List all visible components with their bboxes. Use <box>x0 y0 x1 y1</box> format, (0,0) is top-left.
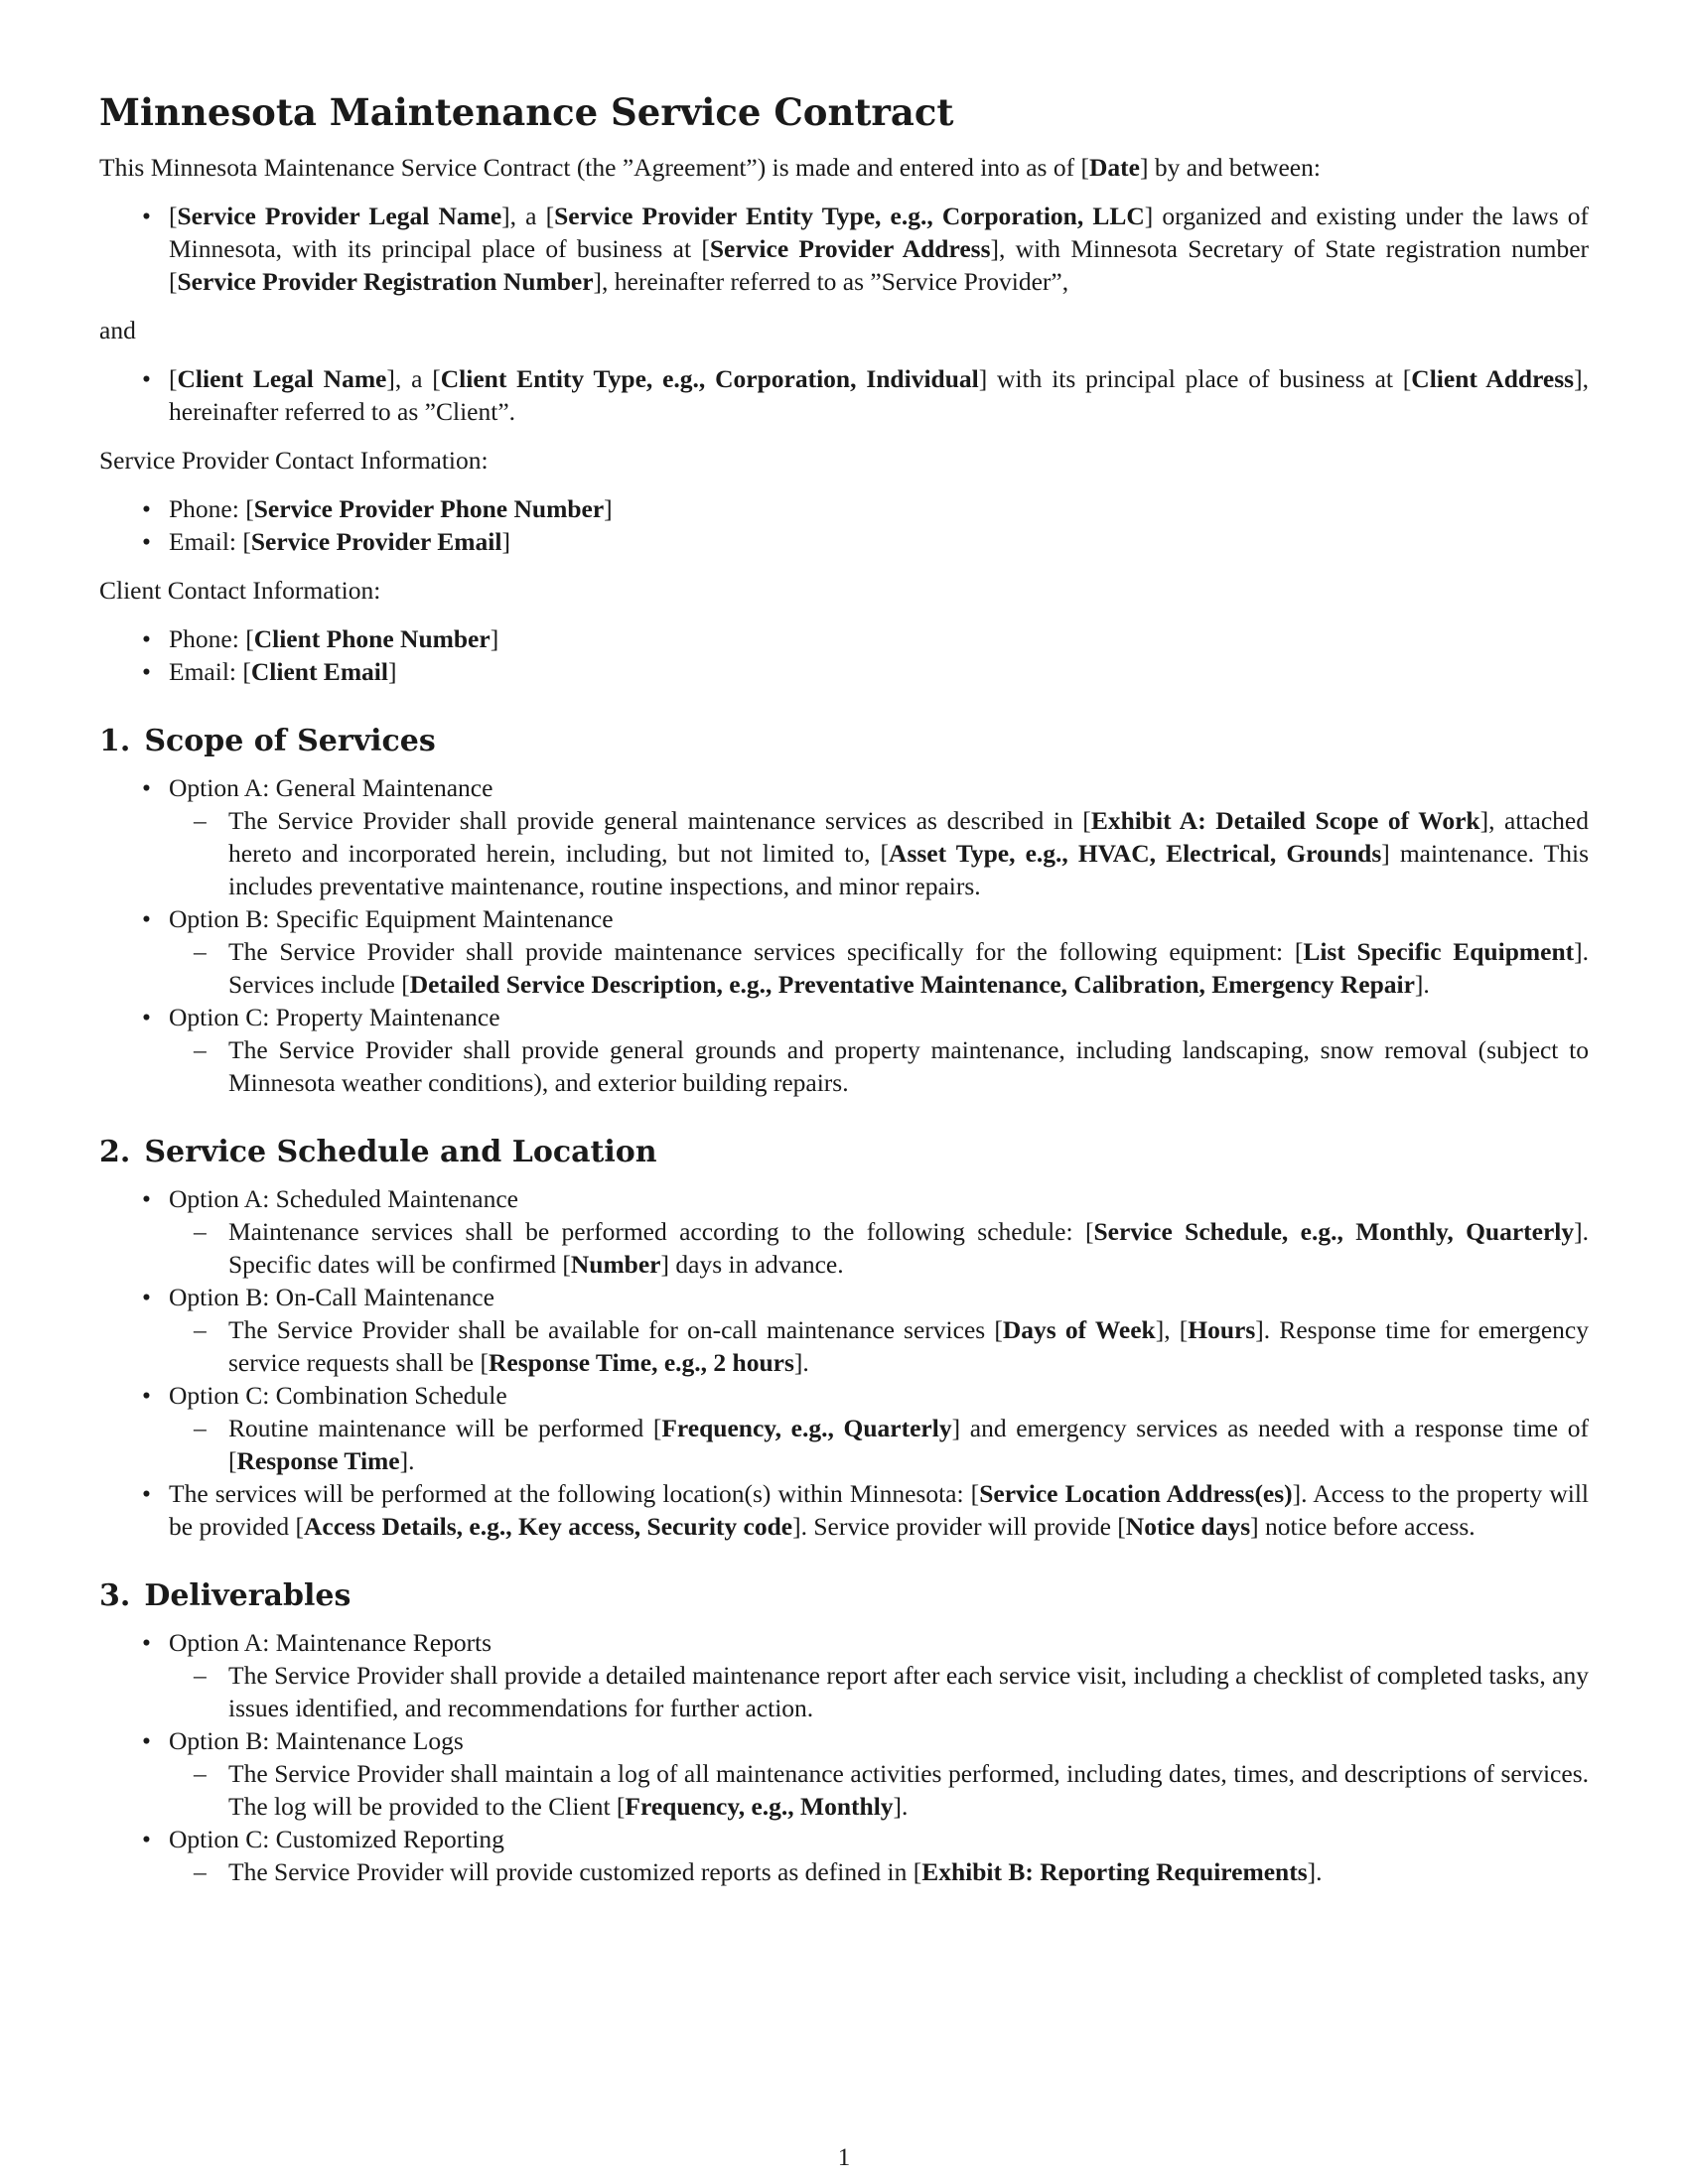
document-body <box>99 87 1589 1904</box>
option-item <box>169 1281 1589 1379</box>
and-text: and <box>99 316 136 344</box>
option-item <box>169 1182 1589 1281</box>
provider-contact-list <box>99 492 1589 558</box>
placeholder-hours: Hours <box>1188 1315 1256 1344</box>
placeholder-exhibit-a: Exhibit A: Detailed Scope of Work <box>1090 806 1480 835</box>
option-details <box>169 1855 1589 1888</box>
placeholder-provider-registration: Service Provider Registration Number <box>177 267 594 296</box>
provider-contact-heading: Service Provider Contact Information: <box>99 446 489 475</box>
option-item <box>169 1823 1589 1888</box>
section-2-options <box>99 1182 1589 1543</box>
option-details <box>169 1659 1589 1724</box>
option-item <box>169 1626 1589 1724</box>
option-detail-item: – Routine maintenance will be performed [Frequency, e.g., Quarterly] and emergency services as needed with a response time of [Response Time]. <box>228 1412 1589 1477</box>
placeholder-client-entity-type: Client Entity Type, e.g., Corporation, Individual <box>440 364 979 393</box>
placeholder-number: Number <box>570 1250 661 1279</box>
option-label: Option C: Customized Reporting <box>169 1825 504 1853</box>
placeholder-provider-phone: Service Provider Phone Number <box>253 494 605 523</box>
client-phone-item: • Phone: [Client Phone Number] <box>169 622 1589 655</box>
placeholder-frequency: Frequency, e.g., Quarterly <box>661 1414 952 1442</box>
option-item <box>169 1724 1589 1823</box>
placeholder-provider-entity-type: Service Provider Entity Type, e.g., Corporation, LLC <box>554 202 1145 230</box>
placeholder-client-phone: Client Phone Number <box>253 624 491 653</box>
client-contact-heading: Client Contact Information: <box>99 576 381 605</box>
provider-party-item: • [Service Provider Legal Name], a [Service Provider Entity Type, e.g., Corporation, LLC] organized and existing under the laws of Minnesota, with its principal place of business at [Service Provider Address], with Minnesota Secretary of State registration number [Service Provider Registration Number], hereinafter referred to as ”Service Provider”, <box>169 200 1589 298</box>
option-item <box>169 1001 1589 1099</box>
placeholder-response-time: Response Time, e.g., 2 hours <box>489 1348 794 1377</box>
placeholder-notice-days: Notice days <box>1125 1512 1251 1541</box>
placeholder-date: Date <box>1088 153 1140 182</box>
section-title: Service Schedule and Location <box>144 1135 657 1169</box>
client-party-item: • [Client Legal Name], a [Client Entity Type, e.g., Corporation, Individual] with its principal place of business at [Client Address], hereinafter referred to as ”Client”. <box>169 362 1589 428</box>
option-details <box>169 1215 1589 1281</box>
option-detail-item: – The Service Provider shall provide general maintenance services as described in [Exhibit A: Detailed Scope of Work], attached hereto and incorporated herein, including, but not limited to, [Asset Type, e.g., HVAC, Electrical, Grounds] maintenance. This includes preventative maintenance, routine inspections, and minor repairs. <box>228 804 1589 902</box>
placeholder-provider-name: Service Provider Legal Name <box>177 202 502 230</box>
section-number: 3. <box>99 1578 131 1613</box>
placeholder-days-of-week: Days of Week <box>1002 1315 1156 1344</box>
option-details <box>169 1033 1589 1099</box>
intro-paragraph: This Minnesota Maintenance Service Contract (the ”Agreement”) is made and entered into as of [Date] by and between: <box>99 153 1321 182</box>
placeholder-provider-address: Service Provider Address <box>709 234 991 263</box>
option-detail-item: – The Service Provider shall provide a detailed maintenance report after each service visit, including a checklist of completed tasks, any issues identified, and recommendations for further action. <box>228 1659 1589 1724</box>
provider-email-item: • Email: [Service Provider Email] <box>169 525 1589 558</box>
option-label: Option A: General Maintenance <box>169 773 493 802</box>
option-item <box>169 902 1589 1001</box>
option-label: Option C: Combination Schedule <box>169 1381 507 1410</box>
option-item <box>169 771 1589 902</box>
option-detail-item: – The Service Provider shall be available for on-call maintenance services [Days of Week], [Hours]. Response time for emergency service requests shall be [Response Time, e.g., 2 hours]. <box>228 1313 1589 1379</box>
option-detail-item: – The Service Provider shall provide general grounds and property maintenance, including landscaping, snow removal (subject to Minnesota weather conditions), and exterior building repairs. <box>228 1033 1589 1099</box>
option-label: Option B: On-Call Maintenance <box>169 1283 494 1311</box>
placeholder-provider-email: Service Provider Email <box>250 527 502 556</box>
client-party-list <box>99 362 1589 428</box>
placeholder-equipment: List Specific Equipment <box>1303 937 1575 966</box>
client-email-item: • Email: [Client Email] <box>169 655 1589 688</box>
section-3-heading <box>99 1576 1589 1616</box>
section-1-heading <box>99 722 1589 761</box>
section-number: 1. <box>99 724 131 758</box>
placeholder-access-details: Access Details, e.g., Key access, Security code <box>303 1512 793 1541</box>
placeholder-client-address: Client Address <box>1411 364 1575 393</box>
section-3-options <box>99 1626 1589 1888</box>
section-2-heading <box>99 1133 1589 1172</box>
location-item: • The services will be performed at the following location(s) within Minnesota: [Service Location Address(es)]. Access to the property will be provided [Access Details, e.g., Key access, Security code]. Service provider will provide [Notice days] notice before access. <box>169 1477 1589 1543</box>
section-number: 2. <box>99 1135 131 1169</box>
section-title: Scope of Services <box>144 724 436 758</box>
option-label: Option A: Maintenance Reports <box>169 1628 492 1657</box>
placeholder-asset-type: Asset Type, e.g., HVAC, Electrical, Grounds <box>889 839 1382 868</box>
option-details <box>169 1757 1589 1823</box>
placeholder-service-description: Detailed Service Description, e.g., Preventative Maintenance, Calibration, Emergency Repair <box>409 970 1415 999</box>
page-number: 1 <box>837 2144 851 2171</box>
provider-party-list <box>99 200 1589 298</box>
placeholder-response-time: Response Time <box>236 1446 400 1475</box>
option-details <box>169 1412 1589 1477</box>
option-detail-item: – The Service Provider shall provide maintenance services specifically for the following equipment: [List Specific Equipment]. Services include [Detailed Service Description, e.g., Preventative Maintenance, Calibration, Emergency Repair]. <box>228 935 1589 1001</box>
document-title: Minnesota Maintenance Service Contract <box>99 90 954 134</box>
option-details <box>169 935 1589 1001</box>
section-title: Deliverables <box>144 1578 352 1613</box>
section-1-options <box>99 771 1589 1099</box>
placeholder-exhibit-b: Exhibit B: Reporting Requirements <box>921 1857 1308 1886</box>
option-label: Option B: Specific Equipment Maintenance <box>169 904 614 933</box>
option-details <box>169 1313 1589 1379</box>
option-label: Option B: Maintenance Logs <box>169 1726 464 1755</box>
placeholder-client-email: Client Email <box>250 657 388 686</box>
option-detail-item: – The Service Provider shall maintain a log of all maintenance activities performed, including dates, times, and descriptions of services. The log will be provided to the Client [Frequency, e.g., Monthly]. <box>228 1757 1589 1823</box>
placeholder-service-schedule: Service Schedule, e.g., Monthly, Quarterly <box>1093 1217 1575 1246</box>
option-label: Option A: Scheduled Maintenance <box>169 1184 518 1213</box>
placeholder-service-location: Service Location Address(es) <box>979 1479 1293 1508</box>
option-details <box>169 804 1589 902</box>
option-label: Option C: Property Maintenance <box>169 1003 500 1031</box>
option-item <box>169 1379 1589 1477</box>
placeholder-client-name: Client Legal Name <box>177 364 387 393</box>
placeholder-log-frequency: Frequency, e.g., Monthly <box>625 1792 894 1821</box>
client-contact-list <box>99 622 1589 688</box>
option-detail-item: – Maintenance services shall be performed according to the following schedule: [Service Schedule, e.g., Monthly, Quarterly]. Specific dates will be confirmed [Number] days in advance. <box>228 1215 1589 1281</box>
option-detail-item: – The Service Provider will provide customized reports as defined in [Exhibit B: Reporting Requirements]. <box>228 1855 1589 1888</box>
provider-phone-item: • Phone: [Service Provider Phone Number] <box>169 492 1589 525</box>
